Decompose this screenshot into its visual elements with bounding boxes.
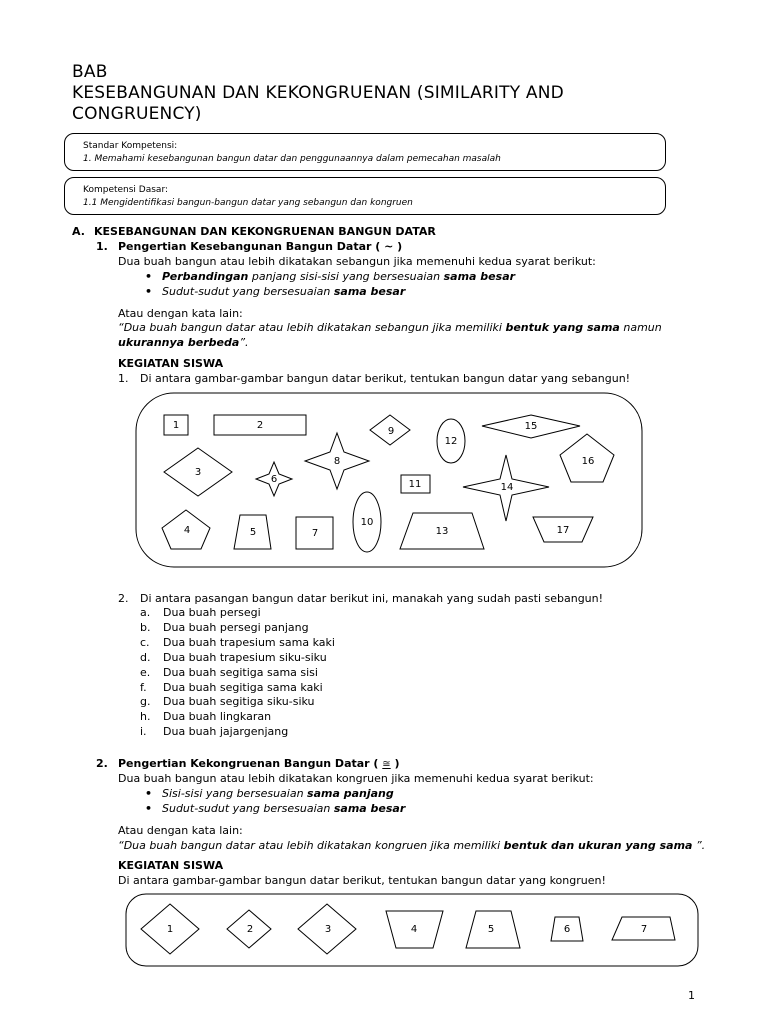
option-letter: i. (140, 725, 147, 738)
shape-label: 4 (410, 924, 418, 935)
congruent-quote: “Dua buah bangun datar atau lebih dikatakan kongruen jika memiliki bentuk dan ukuran yang sama ”. (118, 839, 706, 852)
similar-condition-2: • Sudut-sudut yang bersesuaian sama besar (162, 285, 405, 299)
similar-intro: Dua buah bangun atau lebih dikatakan sebangun jika memenuhi kedua syarat berikut: (118, 255, 596, 268)
shape-label: 3 (194, 467, 202, 478)
similar-quote-line2: ukurannya berbeda”. (118, 336, 249, 349)
chapter-title-line2: CONGRUENCY) (72, 104, 202, 124)
option-text: Dua buah segitiga sama sisi (163, 666, 318, 679)
page-number: 1 (688, 989, 695, 1002)
activity2-question: Di antara gambar-gambar bangun datar berikut, tentukan bangun datar yang kongruen! (118, 874, 606, 887)
shape-label: 7 (311, 528, 319, 539)
option-letter: g. (140, 695, 151, 708)
congruent-condition-2: • Sudut-sudut yang bersesuaian sama besar (162, 802, 405, 816)
shape-label: 8 (333, 456, 341, 467)
shape-label: 3 (324, 924, 332, 935)
section-title: KESEBANGUNAN DAN KEKONGRUENAN BANGUN DATAR (94, 225, 436, 238)
activity1-heading: KEGIATAN SISWA (118, 357, 224, 370)
congruent-intro: Dua buah bangun atau lebih dikatakan kongruen jika memenuhi kedua syarat berikut: (118, 772, 594, 785)
shape-label: 14 (500, 482, 514, 493)
shape-label: 6 (563, 924, 571, 935)
standar-label: Standar Kompetensi: (83, 141, 178, 151)
shape-label: 2 (256, 420, 264, 431)
activity1-q2-number: 2. (118, 592, 129, 605)
subsection2-number: 2. (96, 757, 108, 770)
option-letter: f. (140, 681, 147, 694)
shape-label: 9 (387, 426, 395, 437)
option-letter: c. (140, 636, 150, 649)
similar-other-words: Atau dengan kata lain: (118, 307, 243, 320)
shape-label: 1 (166, 924, 174, 935)
shape-label: 11 (408, 479, 422, 490)
option-letter: d. (140, 651, 151, 664)
shape-label: 5 (249, 527, 257, 538)
activity2-heading: KEGIATAN SISWA (118, 859, 224, 872)
option-letter: b. (140, 621, 151, 634)
shape-label: 5 (487, 924, 495, 935)
option-text: Dua buah persegi (163, 606, 261, 619)
shape-label: 15 (524, 421, 538, 432)
similar-condition-1: • Perbandingan panjang sisi-sisi yang bersesuaian sama besar (162, 270, 515, 284)
option-text: Dua buah segitiga sama kaki (163, 681, 323, 694)
congruent-condition-1: • Sisi-sisi yang bersesuaian sama panjang (162, 787, 394, 801)
shape-label: 4 (183, 525, 191, 536)
shape-label: 16 (581, 456, 595, 467)
option-text: Dua buah lingkaran (163, 710, 272, 723)
shape-label: 10 (360, 517, 374, 528)
option-text: Dua buah jajargenjang (163, 725, 289, 738)
shape-label: 1 (172, 420, 180, 431)
standar-text: 1. Memahami kesebangunan bangun datar dan penggunaannya dalam pemecahan masalah (83, 154, 501, 164)
congruent-symbol: ≅ (382, 759, 391, 770)
shape-label: 13 (435, 526, 449, 537)
shape-label: 2 (246, 924, 254, 935)
activity1-q2: Di antara pasangan bangun datar berikut ini, manakah yang sudah pasti sebangun! (140, 592, 604, 605)
congruent-other-words: Atau dengan kata lain: (118, 824, 243, 837)
subsection1-title: Pengertian Kesebangunan Bangun Datar ( ~ ) (118, 240, 403, 253)
shape-label: 7 (640, 924, 648, 935)
subsection1-number: 1. (96, 240, 108, 253)
section-letter: A. (72, 225, 85, 238)
option-letter: h. (140, 710, 151, 723)
activity1-q1: Di antara gambar-gambar bangun datar berikut, tentukan bangun datar yang sebangun! (140, 372, 631, 385)
shape-label: 17 (556, 525, 570, 536)
option-letter: a. (140, 606, 151, 619)
subsection2-title: Pengertian Kekongruenan Bangun Datar ( ≅ ) (118, 757, 400, 770)
option-text: Dua buah trapesium sama kaki (163, 636, 335, 649)
option-text: Dua buah persegi panjang (163, 621, 309, 634)
chapter-label: BAB (72, 62, 108, 82)
option-text: Dua buah trapesium siku-siku (163, 651, 327, 664)
activity1-q1-number: 1. (118, 372, 129, 385)
option-text: Dua buah segitiga siku-siku (163, 695, 315, 708)
dasar-text: 1.1 Mengidentifikasi bangun-bangun datar yang sebangun dan kongruen (83, 198, 413, 208)
option-letter: e. (140, 666, 151, 679)
similar-quote-line1: “Dua buah bangun datar atau lebih dikatakan sebangun jika memiliki bentuk yang sama namun (118, 321, 662, 334)
chapter-title-line1: KESEBANGUNAN DAN KEKONGRUENAN (SIMILARITY AND (72, 83, 564, 103)
dasar-label: Kompetensi Dasar: (83, 185, 169, 195)
shape-label: 12 (444, 436, 458, 447)
shape-label: 6 (270, 474, 278, 485)
